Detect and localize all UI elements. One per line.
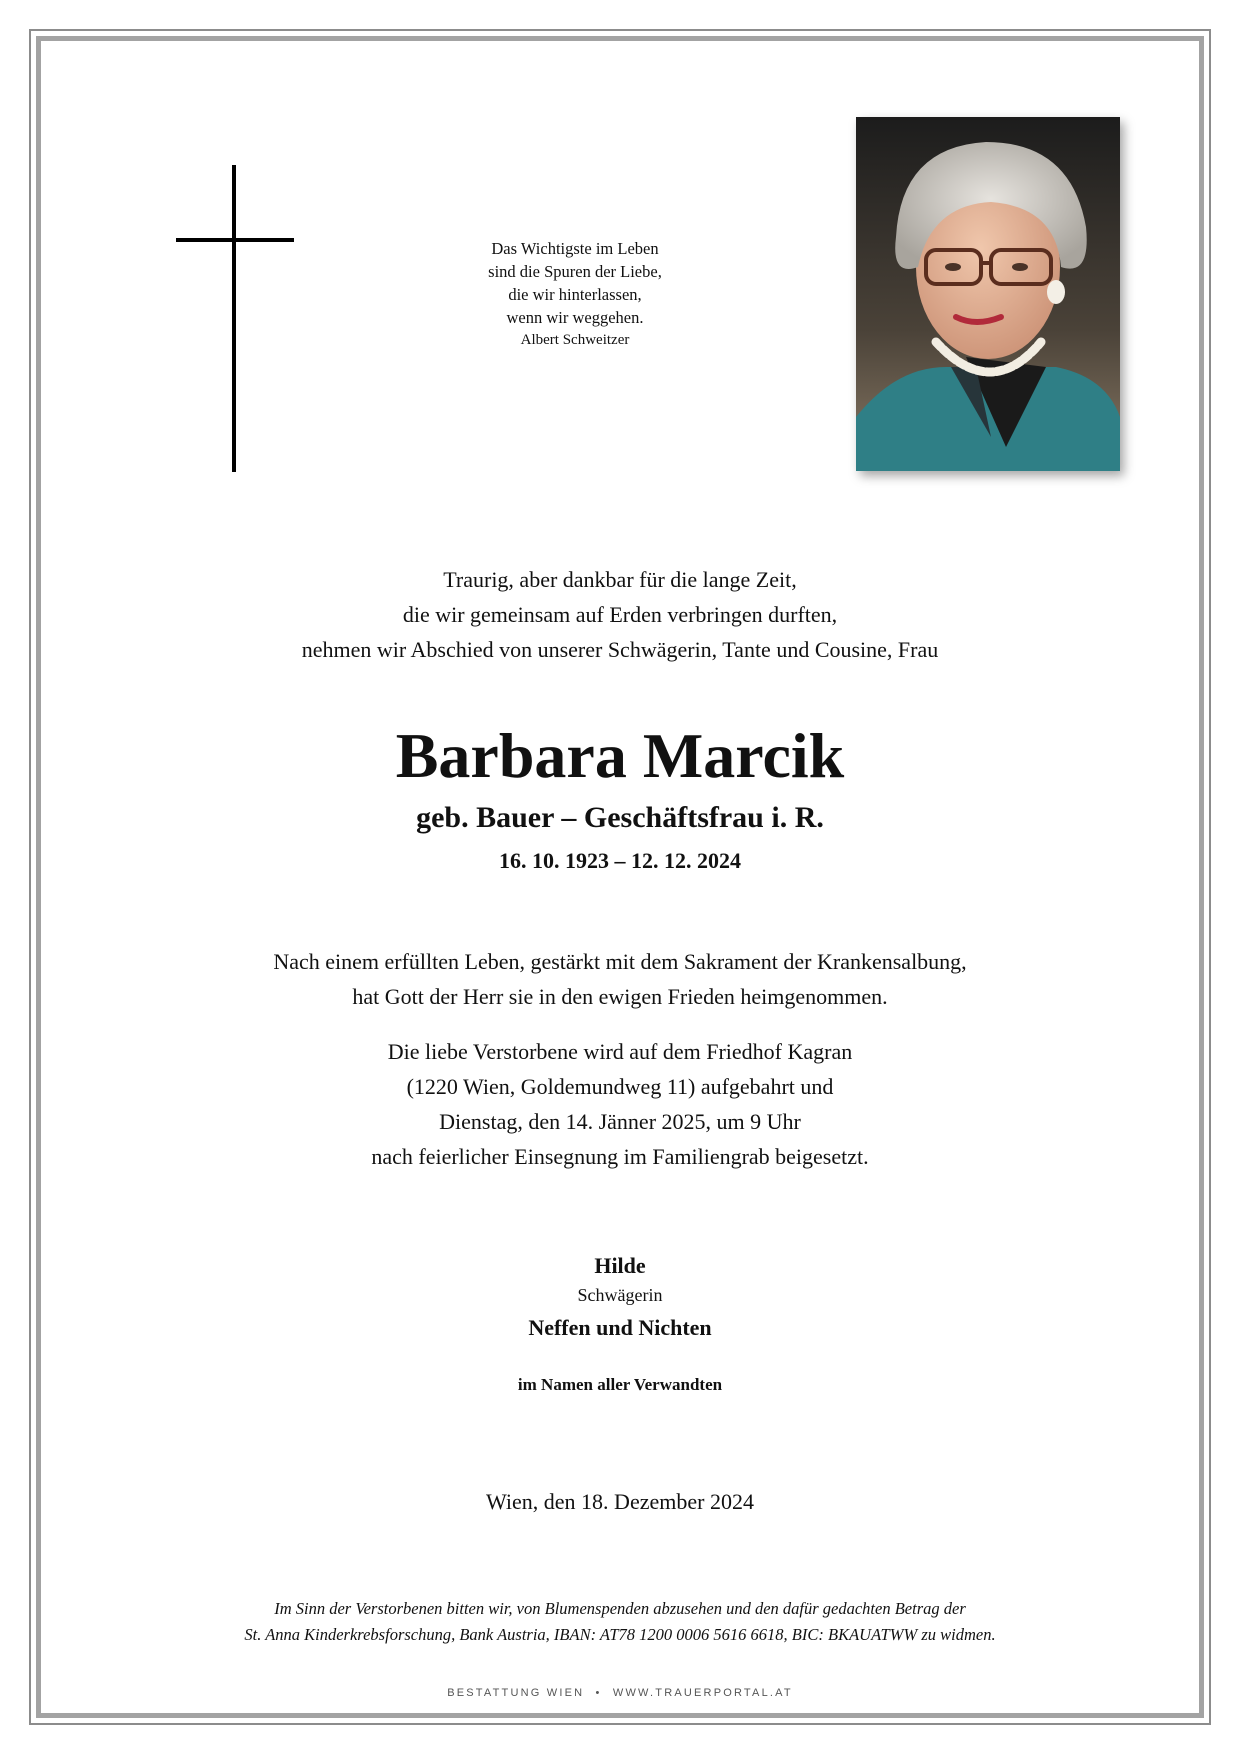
place-date: Wien, den 18. Dezember 2024	[486, 1489, 754, 1514]
paragraph-line: (1220 Wien, Goldemundweg 11) aufgebahrt und	[406, 1074, 834, 1099]
burial-paragraph	[120, 1034, 1120, 1174]
quote-line: wenn wir weggehen.	[506, 308, 644, 327]
mourner-name: Hilde	[594, 1253, 646, 1278]
donation-note	[120, 1596, 1120, 1648]
intro-line: die wir gemeinsam auf Erden verbringen durften,	[402, 602, 838, 627]
cross-icon	[232, 165, 236, 472]
paragraph-line: hat Gott der Herr sie in den ewigen Frieden heimgenommen.	[352, 984, 888, 1009]
on-behalf-text: im Namen aller Verwandten	[517, 1375, 723, 1394]
deceased-name: Barbara Marcik	[395, 720, 845, 791]
paragraph-line: Die liebe Verstorbene wird auf dem Friedhof Kagran	[387, 1039, 853, 1064]
intro-line: Traurig, aber dankbar für die lange Zeit,	[443, 567, 797, 592]
footer-company: BESTATTUNG WIEN	[447, 1687, 585, 1699]
quote-line: Das Wichtigste im Leben	[491, 239, 659, 258]
footer-website-link[interactable]: WWW.TRAUERPORTAL.AT	[612, 1687, 793, 1699]
cross-icon-bar	[176, 238, 294, 242]
quote-line: sind die Spuren der Liebe,	[488, 262, 662, 281]
deceased-subtitle: geb. Bauer – Geschäftsfrau i. R.	[416, 801, 824, 834]
mourner-group: Neffen und Nichten	[528, 1315, 712, 1340]
deceased-dates: 16. 10. 1923 – 12. 12. 2024	[499, 848, 741, 873]
paragraph-line: nach feierlicher Einsegnung im Familiengrab beigesetzt.	[371, 1144, 869, 1169]
donation-line: St. Anna Kinderkrebsforschung, Bank Austria, IBAN: AT78 1200 0006 5616 6618, BIC: BKAUATWW zu widmen.	[244, 1625, 996, 1644]
donation-line: Im Sinn der Verstorbenen bitten wir, von Blumenspenden abzusehen und den dafür gedachten Betrag der	[274, 1599, 966, 1618]
footer	[120, 1685, 1120, 1701]
intro-line: nehmen wir Abschied von unserer Schwägerin, Tante und Cousine, Frau	[301, 637, 939, 662]
mourner-relation: Schwägerin	[577, 1285, 663, 1305]
portrait-photo	[856, 117, 1120, 471]
paragraph-line: Dienstag, den 14. Jänner 2025, um 9 Uhr	[439, 1109, 801, 1134]
quote-line: die wir hinterlassen,	[508, 285, 642, 304]
passing-paragraph	[120, 944, 1120, 1014]
quote	[420, 237, 730, 352]
paragraph-line: Nach einem erfüllten Leben, gestärkt mit dem Sakrament der Krankensalbung,	[273, 949, 967, 974]
quote-author: Albert Schweitzer	[520, 332, 630, 348]
intro-text	[120, 562, 1120, 667]
footer-separator: •	[595, 1687, 602, 1699]
